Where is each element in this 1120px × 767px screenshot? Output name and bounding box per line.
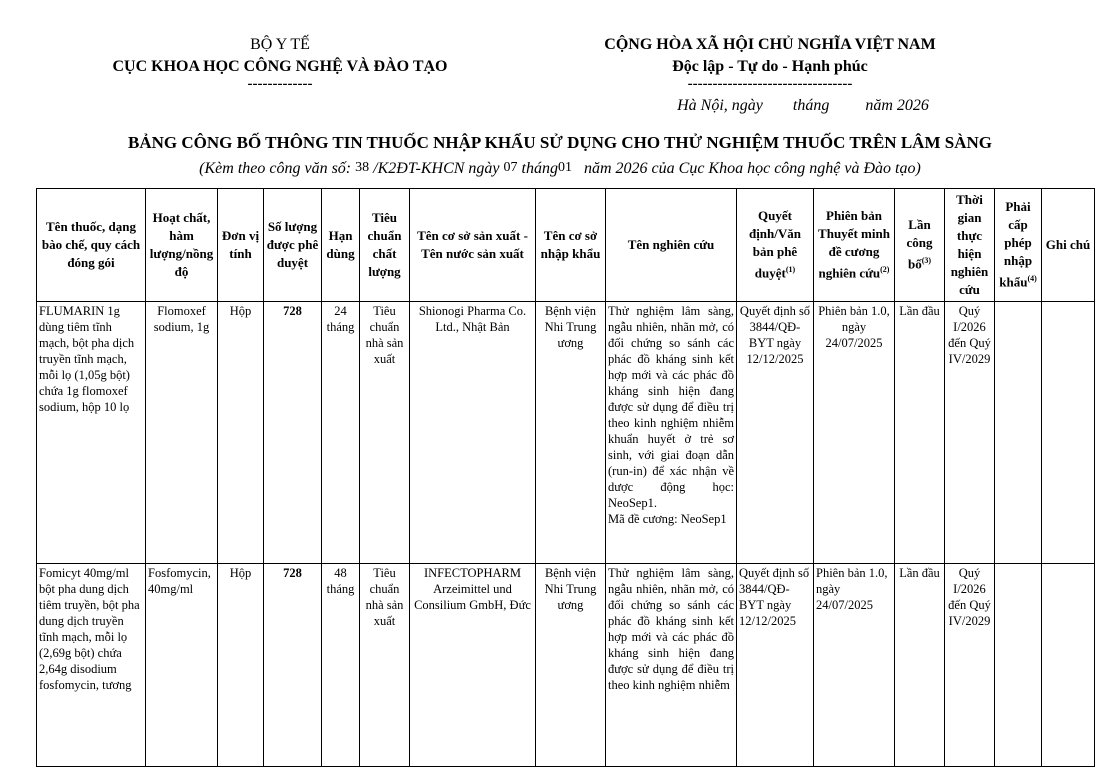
- col-header-qty: Số lượng được phê duyệt: [264, 189, 322, 302]
- col-header-importer: Tên cơ sở nhập khẩu: [536, 189, 606, 302]
- cell-standard: Tiêu chuẩn nhà sản xuất: [360, 564, 410, 767]
- footnote-2: (2): [880, 265, 890, 275]
- table-header-row: [37, 189, 1095, 302]
- document-subtitle: [0, 160, 1120, 178]
- cell-period: Quý I/2026 đến Quý IV/2029: [945, 564, 995, 767]
- cell-period: Quý I/2026 đến Quý IV/2029: [945, 302, 995, 564]
- col-header-note: Ghi chú: [1042, 189, 1095, 302]
- cell-note: [1042, 302, 1095, 564]
- col-header-expiry: Hạn dùng: [322, 189, 360, 302]
- cell-unit: Hộp: [218, 564, 264, 767]
- cell-manufacturer: Shionogi Pharma Co. Ltd., Nhật Bản: [410, 302, 536, 564]
- subtitle-code: /K2ĐT-KHCN ngày: [373, 160, 500, 177]
- cell-expiry: 24 tháng: [322, 302, 360, 564]
- col-header-period: Thời gian thực hiện nghiên cứu: [945, 189, 995, 302]
- col-header-version: [814, 189, 895, 302]
- national-header: [560, 34, 980, 118]
- national-motto: Độc lập - Tự do - Hạnh phúc: [672, 58, 868, 75]
- cell-note: [1042, 564, 1095, 767]
- footnote-1: (1): [785, 265, 796, 275]
- study-code: Mã đề cương: NeoSep1: [608, 512, 727, 526]
- col-header-unit: Đơn vị tính: [218, 189, 264, 302]
- cell-decision: Quyết định số 3844/QĐ-BYT ngày 12/12/2025: [737, 302, 814, 564]
- place-date-year: năm 2026: [865, 97, 929, 114]
- drug-table: [36, 188, 1095, 767]
- col-header-permit: [995, 189, 1042, 302]
- header-rule-right: ---------------------------------: [687, 76, 853, 92]
- study-text: Thử nghiệm lâm sàng, ngẫu nhiên, nhãn mở, có đối chứng so sánh các phác đồ kháng sinh kết hợp mới và các phác đồ kháng sinh hiện đang được sử dụng để điều trị theo kinh nghiệm nhiễm: [608, 566, 734, 692]
- cell-version: Phiên bản 1.0, ngày 24/07/2025: [814, 564, 895, 767]
- cell-unit: Hộp: [218, 302, 264, 564]
- subtitle-month: 01: [557, 160, 572, 175]
- cell-study: [606, 564, 737, 767]
- cell-standard: Tiêu chuẩn nhà sản xuất: [360, 302, 410, 564]
- cell-announce: Lần đầu: [895, 564, 945, 767]
- cell-importer: Bệnh viện Nhi Trung ương: [536, 564, 606, 767]
- col-header-version-text: Phiên bản Thuyết minh đề cương nghiên cứu: [818, 208, 890, 281]
- header-rule-left: -------------: [247, 76, 313, 92]
- col-header-manufacturer: Tên cơ sở sản xuất - Tên nước sản xuất: [410, 189, 536, 302]
- col-header-drug: Tên thuốc, dạng bào chế, quy cách đóng gói: [37, 189, 146, 302]
- subtitle-day: 07: [503, 160, 518, 175]
- department-name: CỤC KHOA HỌC CÔNG NGHỆ VÀ ĐÀO TẠO: [112, 58, 448, 75]
- footnote-3: (3): [921, 256, 932, 266]
- cell-drug: Fomicyt 40mg/ml bột pha dung dịch tiêm truyền, bột pha dung dịch truyền tĩnh mạch, mỗi lọ (2,69g bột) chứa 2,64g disodium fosfomycin, tương: [37, 564, 146, 767]
- col-header-announce: [895, 189, 945, 302]
- cell-active: Flomoxef sodium, 1g: [146, 302, 218, 564]
- ministry-name: BỘ Y TẾ: [250, 36, 310, 53]
- table-row: [37, 302, 1095, 564]
- subtitle-number: 38: [355, 160, 370, 175]
- footnote-4: (4): [1027, 274, 1037, 284]
- document-title: BẢNG CÔNG BỐ THÔNG TIN THUỐC NHẬP KHẨU SỬ DỤNG CHO THỬ NGHIỆM THUỐC TRÊN LÂM SÀNG: [128, 133, 992, 152]
- subtitle-prefix: (Kèm theo công văn số:: [199, 160, 352, 177]
- col-header-study: Tên nghiên cứu: [606, 189, 737, 302]
- cell-importer: Bệnh viện Nhi Trung ương: [536, 302, 606, 564]
- col-header-standard: Tiêu chuẩn chất lượng: [360, 189, 410, 302]
- cell-qty: 728: [264, 302, 322, 564]
- cell-permit: [995, 564, 1042, 767]
- col-header-permit-text: Phải cấp phép nhập khẩu: [999, 199, 1033, 290]
- study-text: Thử nghiệm lâm sàng, ngẫu nhiên, nhãn mở, có đối chứng so sánh các phác đồ kháng sinh kết hợp mới và các phác đồ kháng sinh hiện đang được sử dụng để điều trị theo kinh nghiệm nhiễm khuẩn huyết ở trẻ sơ sinh, với giai đoạn dẫn (run-in) để xác nhận về dược động học: NeoSep1.: [608, 304, 734, 510]
- place-date: [560, 94, 980, 118]
- subtitle-month-word: tháng: [521, 160, 558, 177]
- issuer-header: [60, 34, 500, 90]
- cell-permit: [995, 302, 1042, 564]
- cell-expiry: 48 tháng: [322, 564, 360, 767]
- cell-active: Fosfomycin, 40mg/ml: [146, 564, 218, 767]
- cell-decision: Quyết định số 3844/QĐ-BYT ngày 12/12/2025: [737, 564, 814, 767]
- cell-drug: FLUMARIN 1g dùng tiêm tĩnh mạch, bột pha dịch truyền tĩnh mạch, mỗi lọ (1,05g bột) chứa 1g flomoxef sodium, hộp 10 lọ: [37, 302, 146, 564]
- table-row: [37, 564, 1095, 767]
- col-header-active: Hoạt chất, hàm lượng/nồng độ: [146, 189, 218, 302]
- col-header-decision: [737, 189, 814, 302]
- subtitle-suffix: năm 2026 của Cục Khoa học công nghệ và Đào tạo): [583, 160, 921, 177]
- cell-manufacturer: INFECTOPHARM Arzeimittel und Consilium GmbH, Đức: [410, 564, 536, 767]
- country-name: CỘNG HÒA XÃ HỘI CHỦ NGHĨA VIỆT NAM: [604, 36, 936, 53]
- cell-study: [606, 302, 737, 564]
- col-header-announce-text: Lần công bố: [906, 217, 933, 272]
- place-date-month: tháng: [792, 97, 830, 114]
- place-date-city: Hà Nội, ngày: [677, 97, 763, 114]
- cell-version: Phiên bản 1.0, ngày 24/07/2025: [814, 302, 895, 564]
- col-header-decision-text: Quyết định/Văn bản phê duyệt: [748, 208, 802, 281]
- cell-announce: Lần đầu: [895, 302, 945, 564]
- cell-qty: 728: [264, 564, 322, 767]
